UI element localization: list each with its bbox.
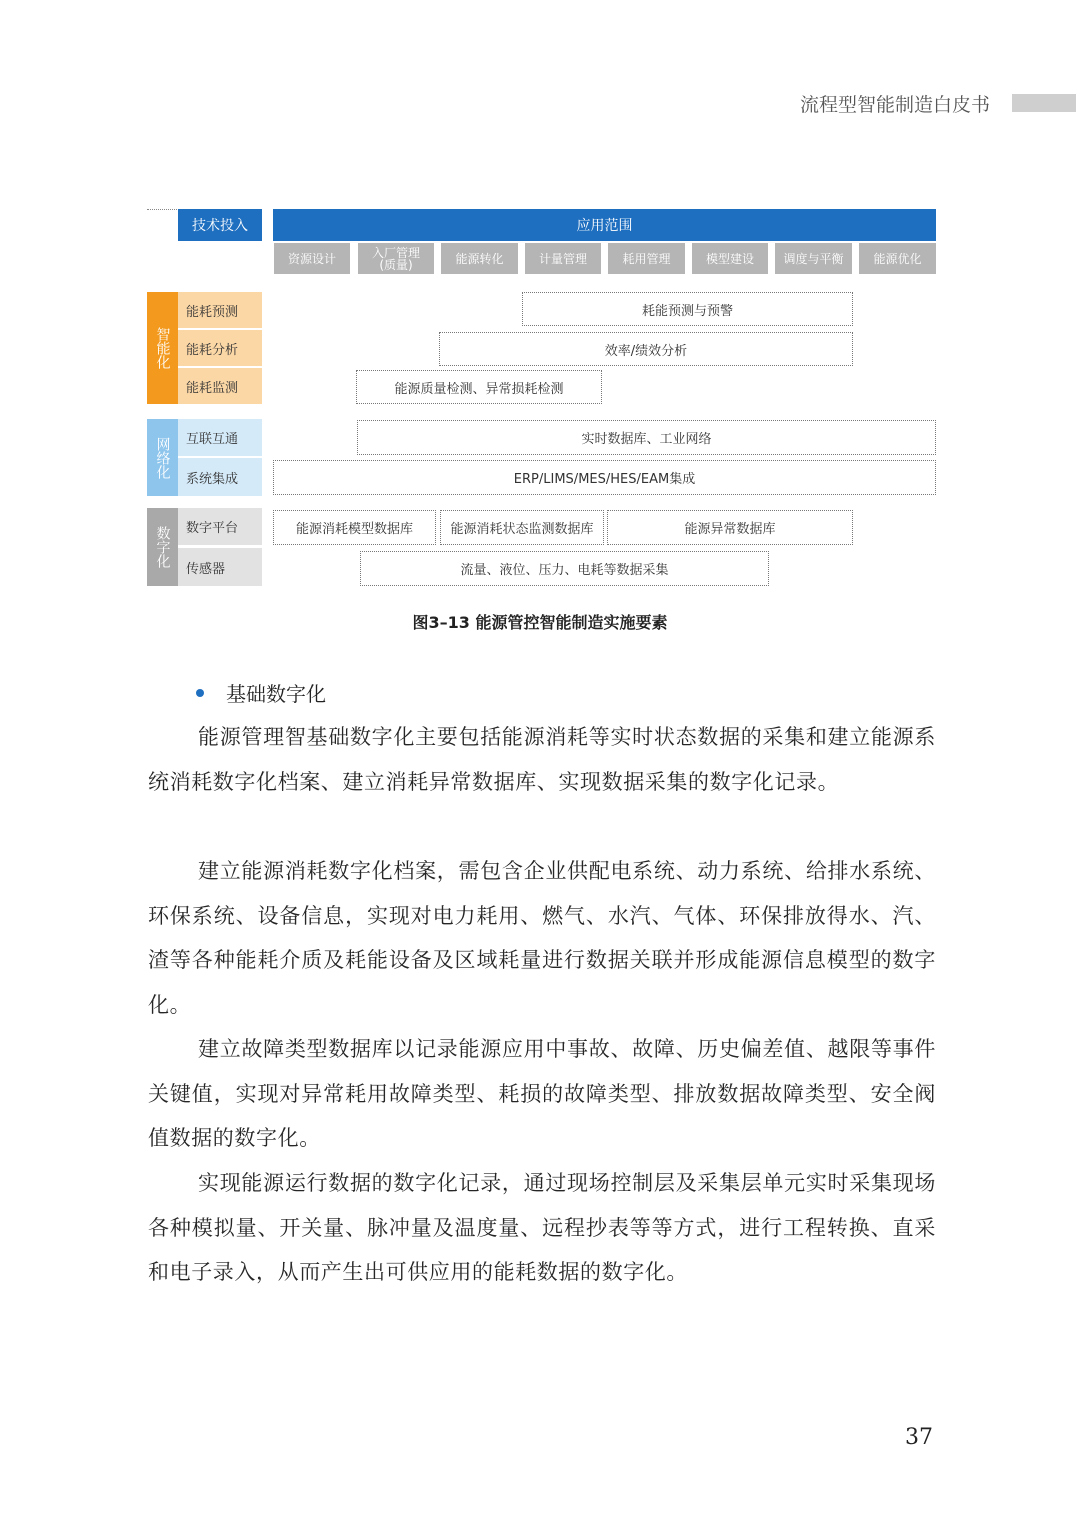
box-status-monitoring-db: 能源消耗状态监测数据库 (440, 510, 604, 545)
sub-interconnection: 互联互通 (178, 419, 262, 456)
box-model-database: 能源消耗模型数据库 (273, 510, 436, 545)
app-item: 能源优化 (859, 243, 936, 274)
sub-system-integration: 系统集成 (178, 458, 262, 496)
app-item: 模型建设 (692, 243, 768, 274)
box-system-integration: ERP/LIMS/MES/HES/EAM集成 (273, 460, 936, 495)
category-digital: 数字化 (147, 508, 178, 586)
body-paragraph: 能源管理智基础数字化主要包括能源消耗等实时状态数据的采集和建立能源系统消耗数字化档案、建立消耗异常数据库、实现数据采集的数字化记录。 (148, 725, 936, 794)
app-item: 资源设计 (274, 243, 350, 274)
body-paragraph: 建立能源消耗数字化档案，需包含企业供配电系统、动力系统、给排水系统、环保系统、设备信息，实现对电力耗用、燃气、水汽、气体、环保排放得水、汽、渣等各种能耗介质及耗能设备及区域耗量进行数据关联并形成能源信息模型的数字化。 (148, 859, 936, 1017)
header-decor-bar (1012, 94, 1076, 112)
app-item: 能源转化 (441, 243, 518, 274)
box-data-collection: 流量、液位、压力、电耗等数据采集 (360, 551, 769, 586)
section-heading (196, 678, 326, 707)
sub-energy-forecast: 能耗预测 (178, 292, 262, 328)
page-number: 37 (905, 1425, 933, 1450)
box-abnormal-database: 能源异常数据库 (607, 510, 853, 545)
box-realtime-db-network: 实时数据库、工业网络 (357, 420, 936, 455)
body-paragraph: 实现能源运行数据的数字化记录，通过现场控制层及采集层单元实时采集现场各种模拟量、开关量、脉冲量及温度量、远程抄表等等方式，进行工程转换、直采和电子录入，从而产生出可供应用的能耗数据的数字化。 (148, 1171, 936, 1284)
running-header-title: 流程型智能制造白皮书 (800, 94, 991, 116)
application-scope-header: 应用范围 (273, 209, 936, 241)
tech-input-header: 技术投入 (178, 209, 262, 241)
figure-caption: 图3–13 能源管控智能制造实施要素 (412, 613, 668, 632)
box-quality-detection: 能源质量检测、异常损耗检测 (356, 370, 602, 404)
sub-digital-platform: 数字平台 (178, 508, 262, 545)
app-item: 入厂管理(质量) (358, 243, 434, 274)
section-heading-text: 基础数字化 (226, 682, 326, 706)
category-networked: 网络化 (147, 419, 178, 496)
app-item: 调度与平衡 (775, 243, 852, 274)
box-forecast-warning: 耗能预测与预警 (522, 292, 853, 326)
figure-top-dotline (147, 209, 177, 210)
category-intelligent: 智能化 (147, 292, 178, 404)
sub-energy-analysis: 能耗分析 (178, 330, 262, 366)
app-item: 耗用管理 (608, 243, 685, 274)
sub-sensor: 传感器 (178, 548, 262, 586)
bullet-dot-icon (196, 689, 204, 697)
app-item: 计量管理 (525, 243, 601, 274)
body-paragraph: 建立故障类型数据库以记录能源应用中事故、故障、历史偏差值、越限等事件关键值，实现对异常耗用故障类型、耗损的故障类型、排放数据故障类型、安全阀值数据的数字化。 (148, 1037, 936, 1150)
sub-energy-monitoring: 能耗监测 (178, 368, 262, 404)
box-efficiency-analysis: 效率/绩效分析 (439, 332, 853, 366)
